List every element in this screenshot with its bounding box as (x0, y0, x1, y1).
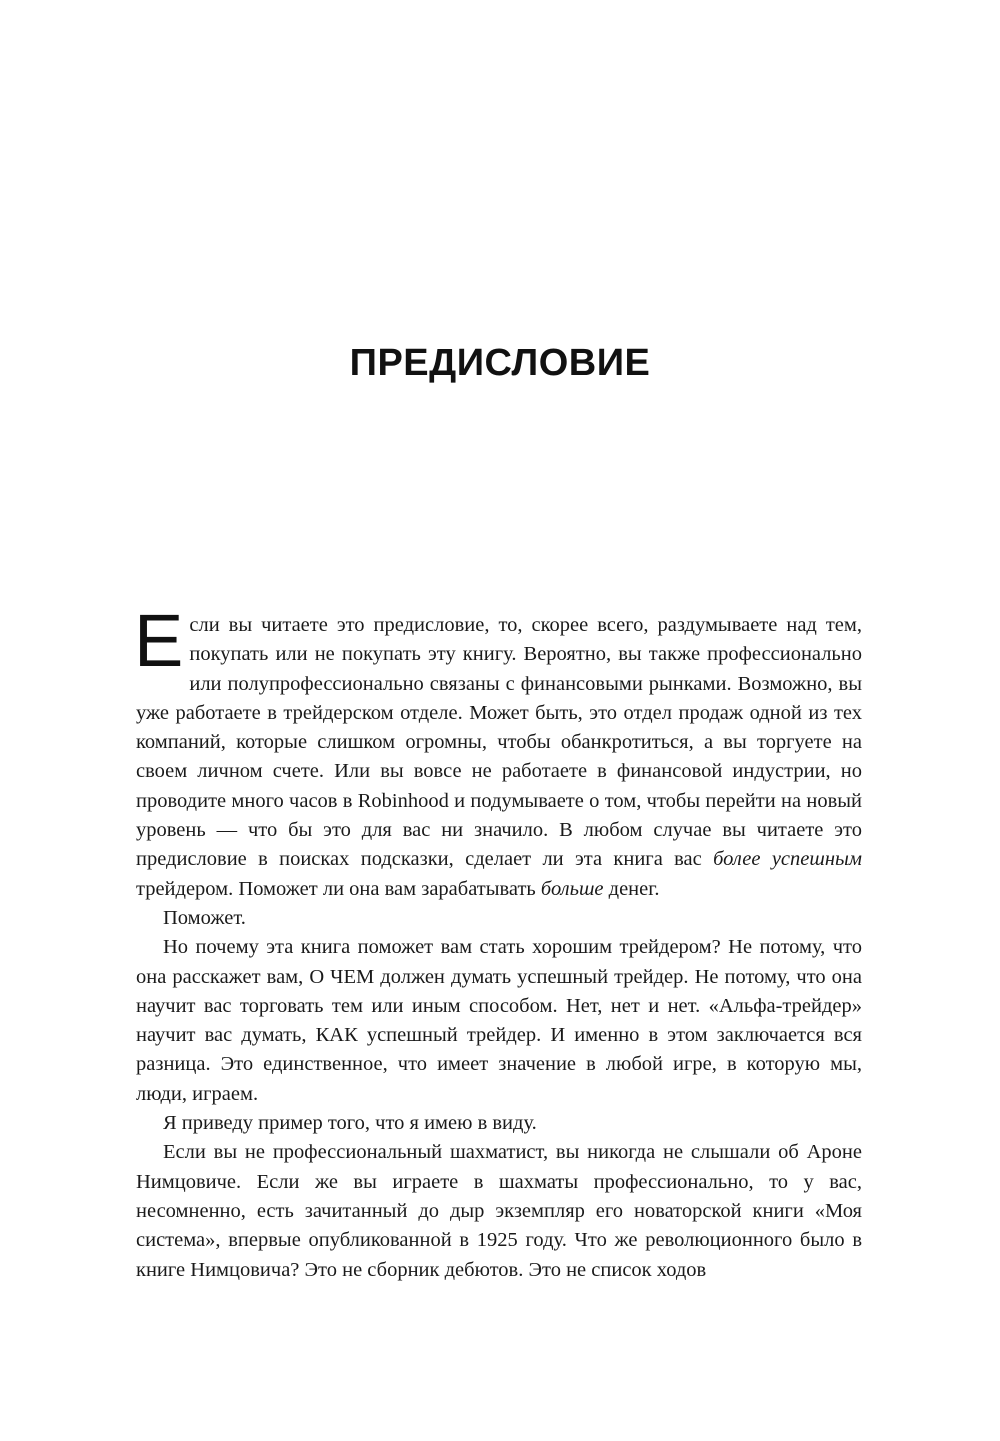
paragraph-1-text-a: сли вы читаете это предисловие, то, скорее всего, раздумываете над тем, покупать или не покупать эту книгу. Вероятно, вы также профессионально или полупрофессионально связаны с финансовыми рынками. Возможно, вы уже работаете в трейдерском отделе. Может быть, это отдел продаж одной из тех компаний, которые слишком огромны, чтобы обанкротиться, а вы торгуете на своем личном счете. Или вы вовсе не работаете в финансовой индустрии, но проводите много часов в Robinhood и подумываете о том, чтобы перейти на новый уровень — что бы это для вас ни значило. В любом случае вы читаете это предисловие в поисках подсказки, сделает ли эта книга вас (136, 614, 862, 871)
paragraph-5: Если вы не профессиональный шахматист, вы никогда не слышали об Ароне Нимцовиче. Если же вы играете в шахматы профессионально, то у вас, несомненно, есть зачитанный до дыр экземпляр его новаторской книги «Моя система», впервые опубликованной в 1925 году. Что же революционного было в книге Нимцовича? Это не сборник дебютов. Это не список ходов (136, 1141, 862, 1281)
body-text (134, 599, 862, 1285)
chapter-title: ПРЕДИСЛОВИЕ (349, 342, 651, 384)
paragraph-1-text-b: трейдером. Поможет ли она вам зарабатывать (136, 877, 541, 900)
paragraph-1-italic-b: больше (540, 877, 604, 900)
paragraph-1-italic-a: более успешным (713, 848, 862, 871)
paragraph-3: Но почему эта книга поможет вам стать хорошим трейдером? Не потому, что она расскажет вам, О ЧЕМ должен думать успешный трейдер. Не потому, что она научит вас торговать тем или иным способом. Нет, нет и нет. «Альфа-трейдер» научит вас думать, КАК успешный трейдер. И именно в этом заключается вся разница. Это единственное, что имеет значение в любой игре, в которую мы, люди, играем. (136, 936, 862, 1105)
drop-cap: Е (134, 599, 184, 682)
paragraph-1 (134, 599, 862, 904)
paragraph-2: Поможет. (163, 906, 246, 929)
paragraph-4: Я приведу пример того, что я имею в виду. (163, 1112, 537, 1135)
paragraph-1-text-c: денег. (603, 877, 660, 900)
